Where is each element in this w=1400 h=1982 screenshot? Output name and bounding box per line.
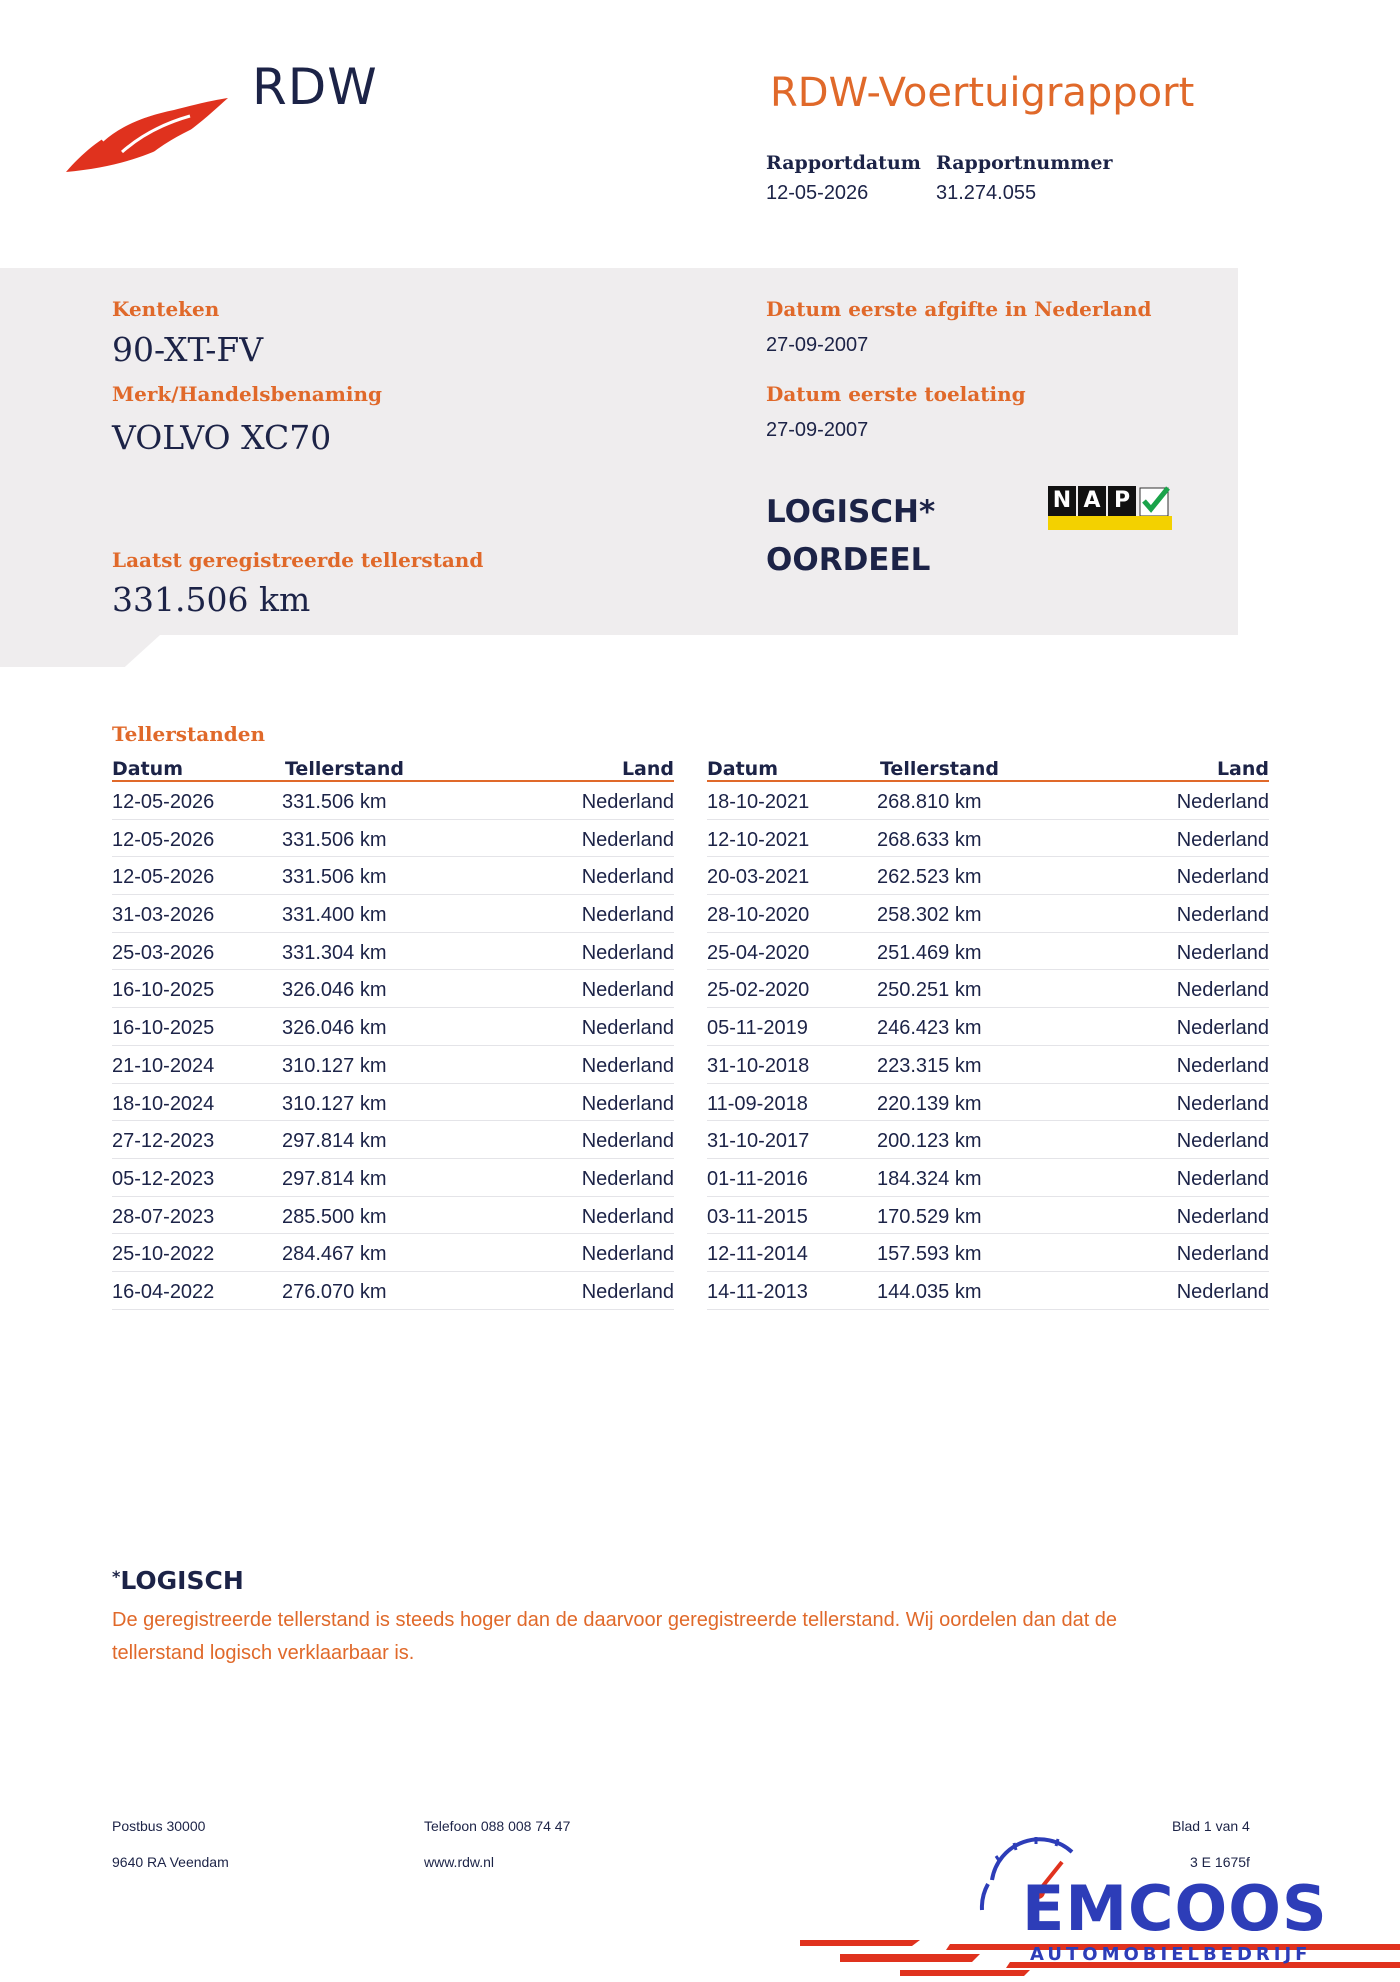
row-country: Nederland xyxy=(1176,1205,1269,1228)
nap-letter-p: P xyxy=(1108,486,1136,516)
footer-address-line1: Postbus 30000 xyxy=(112,1818,206,1834)
row-date: 12-05-2026 xyxy=(112,828,215,851)
row-reading: 331.400 km xyxy=(282,904,387,927)
verdict-line1: LOGISCH* xyxy=(766,494,936,530)
footer-website[interactable]: www.rdw.nl xyxy=(424,1854,495,1870)
table-row xyxy=(707,970,1269,1008)
row-country: Nederland xyxy=(581,1167,674,1190)
row-reading: 200.123 km xyxy=(877,1130,982,1153)
panel-notch xyxy=(0,635,160,667)
table-row xyxy=(112,970,674,1008)
row-country: Nederland xyxy=(581,866,674,889)
table-row xyxy=(112,1197,674,1235)
row-reading: 326.046 km xyxy=(282,979,387,1002)
row-date: 14-11-2013 xyxy=(707,1280,808,1303)
plate-label: Kenteken xyxy=(112,297,220,321)
row-reading: 310.127 km xyxy=(282,1054,387,1077)
row-reading: 262.523 km xyxy=(877,866,982,889)
row-country: Nederland xyxy=(581,1092,674,1115)
row-country: Nederland xyxy=(1176,1017,1269,1040)
row-date: 05-11-2019 xyxy=(707,1017,808,1040)
row-reading: 250.251 km xyxy=(877,979,982,1002)
row-date: 28-07-2023 xyxy=(112,1205,215,1228)
row-date: 01-11-2016 xyxy=(707,1167,808,1190)
explanation-star: * xyxy=(112,1567,121,1586)
table-row xyxy=(707,782,1269,820)
dealer-name: EMCOOS xyxy=(1022,1872,1328,1945)
row-reading: 331.506 km xyxy=(282,866,387,889)
first-admission-label: Datum eerste toelating xyxy=(766,382,1026,406)
table-row xyxy=(112,1272,674,1310)
row-date: 28-10-2020 xyxy=(707,904,810,927)
table-row xyxy=(707,1046,1269,1084)
table-row xyxy=(707,933,1269,971)
row-date: 31-10-2018 xyxy=(707,1054,810,1077)
row-country: Nederland xyxy=(1176,828,1269,851)
row-reading: 184.324 km xyxy=(877,1167,982,1190)
table-row xyxy=(707,857,1269,895)
row-date: 25-04-2020 xyxy=(707,941,810,964)
table-row xyxy=(707,1008,1269,1046)
row-country: Nederland xyxy=(1176,979,1269,1002)
row-country: Nederland xyxy=(581,1130,674,1153)
footer-phone: Telefoon 088 008 74 47 xyxy=(424,1818,571,1834)
table-row xyxy=(707,1234,1269,1272)
row-reading: 258.302 km xyxy=(877,904,982,927)
footer-code: 3 E 1675f xyxy=(1190,1854,1250,1870)
table-row xyxy=(707,895,1269,933)
report-number-value: 31.274.055 xyxy=(936,182,1037,204)
row-country: Nederland xyxy=(1176,1092,1269,1115)
last-odometer-value: 331.506 km xyxy=(112,580,311,619)
row-country: Nederland xyxy=(1176,1243,1269,1266)
row-country: Nederland xyxy=(1176,941,1269,964)
table-row xyxy=(112,1084,674,1122)
table-row xyxy=(112,933,674,971)
first-admission-value: 27-09-2007 xyxy=(766,419,869,441)
row-date: 05-12-2023 xyxy=(112,1167,215,1190)
rdw-logo-icon xyxy=(62,60,232,180)
table-row xyxy=(707,1159,1269,1197)
report-title: RDW-Voertuigrapport xyxy=(770,70,1195,116)
row-date: 31-10-2017 xyxy=(707,1130,810,1153)
brand-label: Merk/Handelsbenaming xyxy=(112,382,383,406)
table-row xyxy=(112,895,674,933)
row-reading: 285.500 km xyxy=(282,1205,387,1228)
table-row xyxy=(112,1046,674,1084)
row-date: 25-03-2026 xyxy=(112,941,215,964)
row-country: Nederland xyxy=(1176,866,1269,889)
nap-badge xyxy=(1048,486,1172,536)
row-date: 25-10-2022 xyxy=(112,1243,215,1266)
row-date: 11-09-2018 xyxy=(707,1092,808,1115)
row-date: 18-10-2021 xyxy=(707,791,810,813)
header-country: Land xyxy=(1216,758,1269,780)
check-icon xyxy=(1138,484,1172,518)
table-row xyxy=(707,820,1269,858)
last-odometer-label: Laatst geregistreerde tellerstand xyxy=(112,548,484,572)
row-date: 16-10-2025 xyxy=(112,979,215,1002)
table-header xyxy=(707,752,1269,782)
row-country: Nederland xyxy=(581,941,674,964)
footer-page: Blad 1 van 4 xyxy=(1172,1818,1250,1834)
row-date: 12-05-2026 xyxy=(112,791,215,813)
brand-value: VOLVO XC70 xyxy=(112,418,332,457)
row-date: 12-05-2026 xyxy=(112,866,215,889)
row-country: Nederland xyxy=(581,1243,674,1266)
row-reading: 276.070 km xyxy=(282,1280,387,1303)
table-row xyxy=(112,1159,674,1197)
row-date: 21-10-2024 xyxy=(112,1054,215,1077)
row-reading: 310.127 km xyxy=(282,1092,387,1115)
report-date-value: 12-05-2026 xyxy=(766,182,869,204)
row-reading: 251.469 km xyxy=(877,941,982,964)
report-number-block xyxy=(936,152,1113,205)
logo-text: RDW xyxy=(252,58,378,116)
nap-letter-a: A xyxy=(1078,486,1106,516)
row-country: Nederland xyxy=(1176,791,1269,813)
explanation-text: De geregistreerde tellerstand is steeds hoger dan de daarvoor geregistreerde tellerstand. Wij oordelen dan dat de tellerstand logisch verklaarbaar is. xyxy=(112,1609,1118,1664)
header-country: Land xyxy=(621,758,674,780)
row-date: 12-10-2021 xyxy=(707,828,810,851)
row-reading: 268.633 km xyxy=(877,828,982,851)
row-reading: 331.304 km xyxy=(282,941,387,964)
row-date: 18-10-2024 xyxy=(112,1092,215,1115)
table-row xyxy=(707,1272,1269,1310)
verdict-line2: OORDEEL xyxy=(766,542,931,578)
table-row xyxy=(112,1121,674,1159)
row-date: 27-12-2023 xyxy=(112,1130,215,1153)
report-date-label: Rapportdatum xyxy=(766,152,921,174)
row-reading: 223.315 km xyxy=(877,1054,982,1077)
header-reading: Tellerstand xyxy=(285,758,404,780)
row-date: 25-02-2020 xyxy=(707,979,810,1002)
nap-letter-n: N xyxy=(1048,486,1076,516)
row-reading: 284.467 km xyxy=(282,1243,387,1266)
row-country: Nederland xyxy=(1176,1167,1269,1190)
row-reading: 297.814 km xyxy=(282,1130,387,1153)
row-country: Nederland xyxy=(581,828,674,851)
row-country: Nederland xyxy=(581,1017,674,1040)
explanation-heading xyxy=(112,1566,244,1595)
report-date-block xyxy=(766,152,921,205)
odometer-table-left xyxy=(112,752,674,1310)
row-reading: 246.423 km xyxy=(877,1017,982,1040)
row-reading: 326.046 km xyxy=(282,1017,387,1040)
header-date: Datum xyxy=(112,758,183,780)
row-date: 16-10-2025 xyxy=(112,1017,215,1040)
row-reading: 170.529 km xyxy=(877,1205,982,1228)
row-date: 20-03-2021 xyxy=(707,866,810,889)
table-row xyxy=(707,1197,1269,1235)
odometer-title: Tellerstanden xyxy=(112,722,266,746)
table-header xyxy=(112,752,674,782)
row-reading: 144.035 km xyxy=(877,1280,982,1303)
table-row xyxy=(112,1008,674,1046)
row-reading: 297.814 km xyxy=(282,1167,387,1190)
row-reading: 220.139 km xyxy=(877,1092,982,1115)
explanation-heading-text: LOGISCH xyxy=(120,1566,244,1595)
row-reading: 331.506 km xyxy=(282,791,387,813)
table-row xyxy=(112,1234,674,1272)
header-reading: Tellerstand xyxy=(880,758,999,780)
footer-address-line2: 9640 RA Veendam xyxy=(112,1854,229,1870)
row-date: 03-11-2015 xyxy=(707,1205,808,1228)
table-row xyxy=(707,1084,1269,1122)
row-country: Nederland xyxy=(581,904,674,927)
row-country: Nederland xyxy=(1176,1130,1269,1153)
row-country: Nederland xyxy=(581,1280,674,1303)
row-country: Nederland xyxy=(1176,904,1269,927)
row-reading: 268.810 km xyxy=(877,791,982,813)
row-country: Nederland xyxy=(581,1054,674,1077)
first-issue-nl-label: Datum eerste afgifte in Nederland xyxy=(766,297,1152,321)
first-issue-nl-value: 27-09-2007 xyxy=(766,334,869,356)
odometer-table-right xyxy=(707,752,1269,1310)
header-date: Datum xyxy=(707,758,778,780)
table-row xyxy=(112,820,674,858)
row-country: Nederland xyxy=(581,979,674,1002)
table-row xyxy=(112,857,674,895)
table-row xyxy=(707,1121,1269,1159)
row-date: 16-04-2022 xyxy=(112,1280,215,1303)
row-country: Nederland xyxy=(1176,1054,1269,1077)
row-reading: 157.593 km xyxy=(877,1243,982,1266)
plate-value: 90-XT-FV xyxy=(112,330,264,369)
row-country: Nederland xyxy=(581,791,674,813)
report-number-label: Rapportnummer xyxy=(936,152,1113,174)
nap-bar xyxy=(1048,516,1172,530)
row-country: Nederland xyxy=(1176,1280,1269,1303)
row-date: 31-03-2026 xyxy=(112,904,215,927)
table-row xyxy=(112,782,674,820)
dealer-subtitle: AUTOMOBIELBEDRIJF xyxy=(1030,1944,1312,1965)
row-date: 12-11-2014 xyxy=(707,1243,808,1266)
row-reading: 331.506 km xyxy=(282,828,387,851)
row-country: Nederland xyxy=(581,1205,674,1228)
